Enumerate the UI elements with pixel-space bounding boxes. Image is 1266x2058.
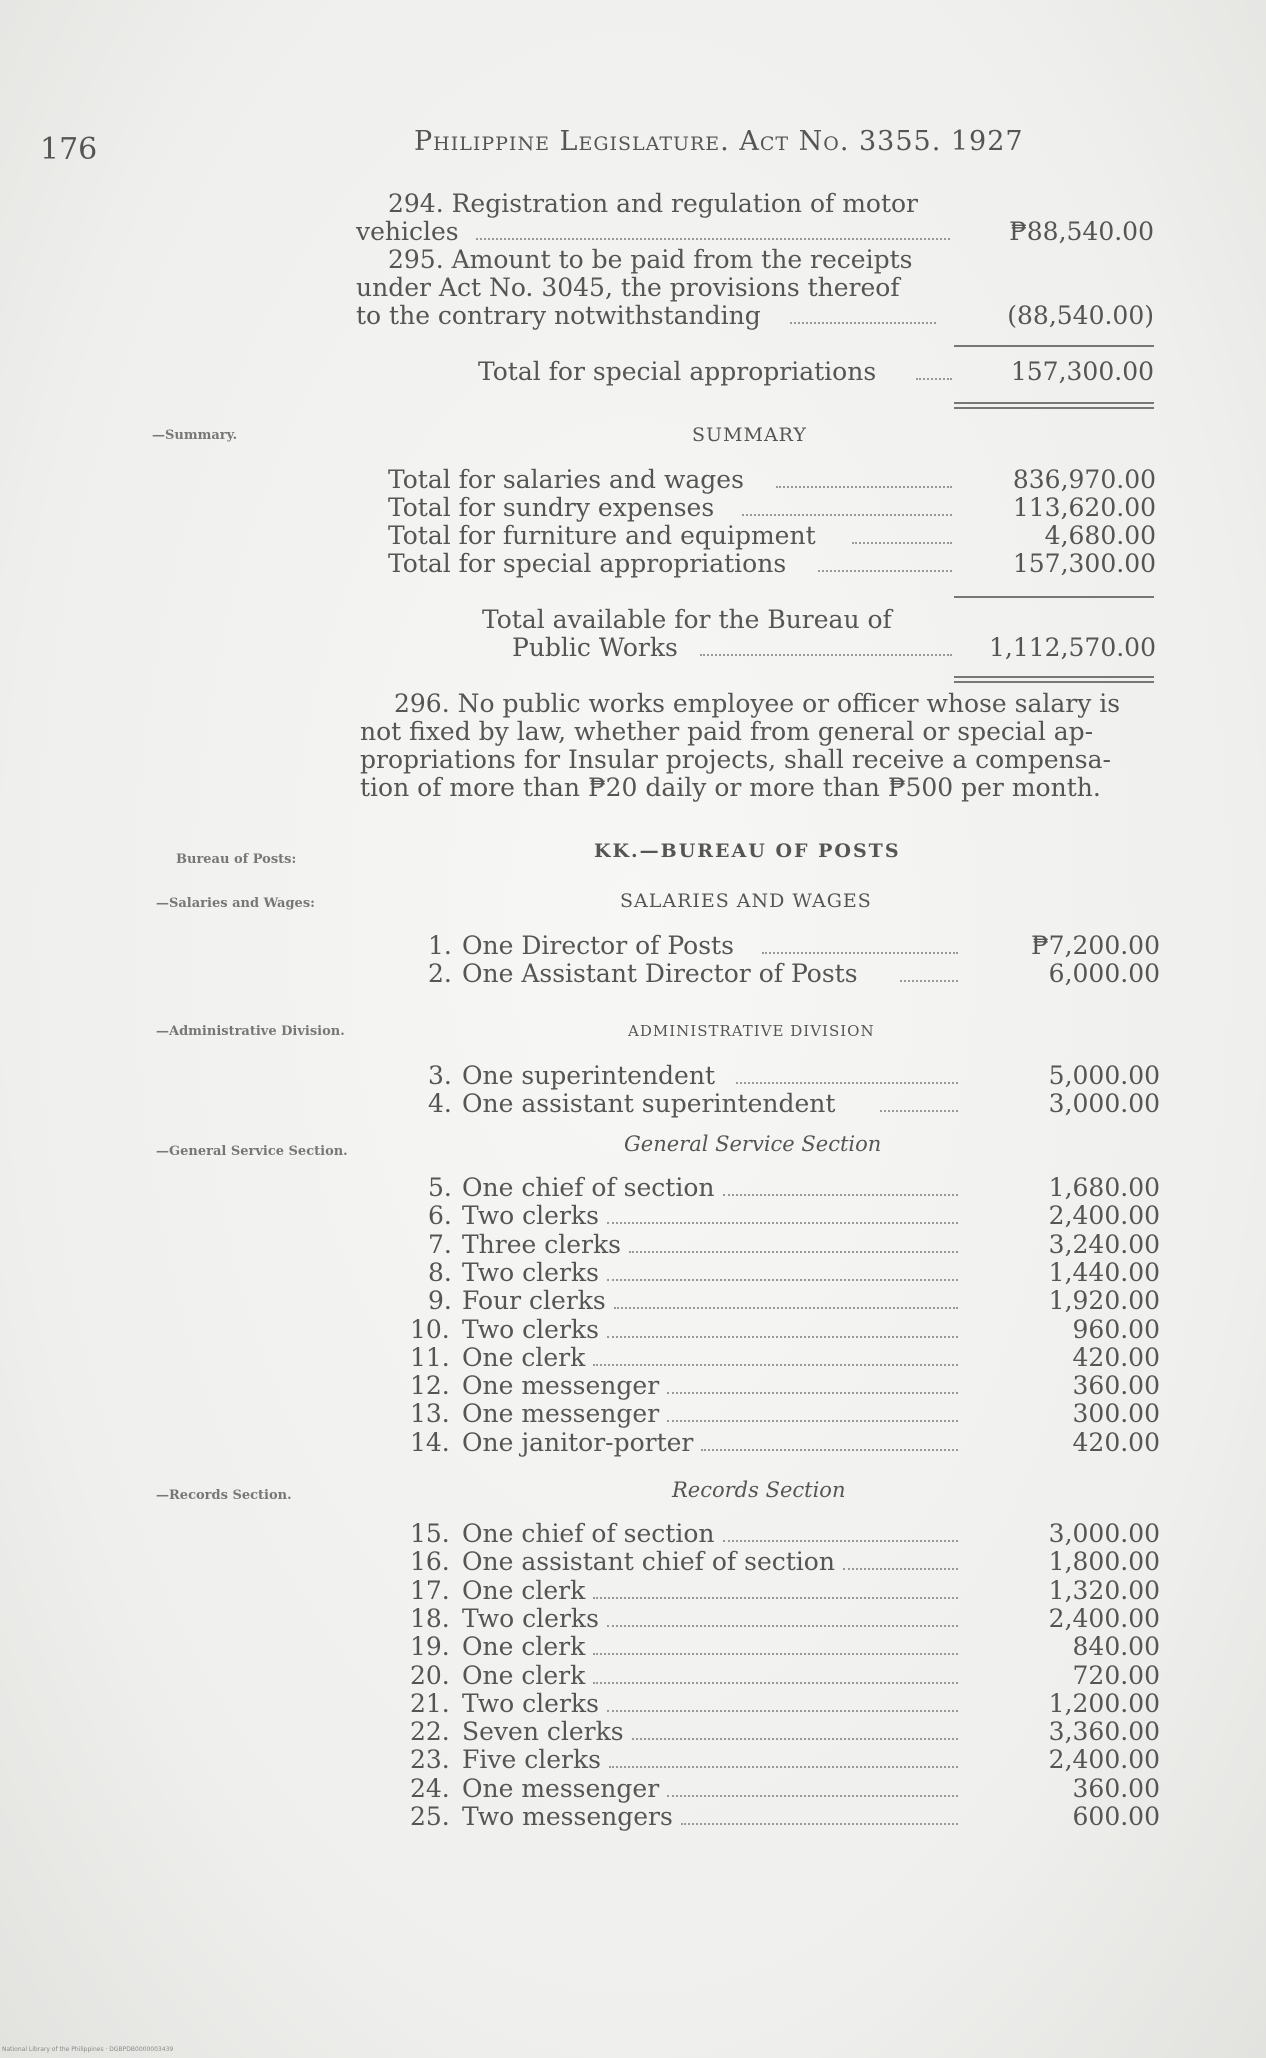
section-296-line4: tion of more than ₱20 daily or more than ₱500 per month. bbox=[360, 773, 1101, 802]
item-num: 15. bbox=[410, 1519, 450, 1548]
leader-dots bbox=[667, 1795, 958, 1797]
item-amount: 1,440.00 bbox=[1048, 1257, 1160, 1287]
leader-dots bbox=[723, 1194, 958, 1196]
item-label: One chief of section bbox=[462, 1519, 715, 1548]
margin-note-general-service: —General Service Section. bbox=[156, 1144, 348, 1159]
item-label: Three clerks bbox=[462, 1229, 621, 1259]
item-num: 23. bbox=[410, 1745, 450, 1775]
bureau-heading: KK.—BUREAU OF POSTS bbox=[594, 840, 901, 862]
item-amount: 420.00 bbox=[1072, 1427, 1160, 1457]
item-295-line2: under Act No. 3045, the provisions thereof bbox=[356, 273, 900, 302]
grand-total-line1: Total available for the Bureau of bbox=[482, 605, 892, 634]
leader-dots bbox=[852, 542, 952, 544]
special-total-amount: 157,300.00 bbox=[1010, 357, 1154, 386]
item-amount: 3,000.00 bbox=[1048, 1519, 1160, 1548]
leader-dots bbox=[629, 1251, 958, 1253]
leader-dots bbox=[476, 238, 950, 240]
item-num: 7. bbox=[428, 1229, 452, 1259]
leader-dots bbox=[723, 1540, 958, 1542]
leader-dots bbox=[607, 1336, 958, 1338]
item-label: Seven clerks bbox=[462, 1717, 624, 1747]
item-amount: 360.00 bbox=[1072, 1773, 1160, 1803]
leader-dots bbox=[632, 1738, 958, 1740]
leader-dots bbox=[880, 1110, 958, 1112]
leader-dots bbox=[667, 1420, 958, 1422]
item-amount: 3,240.00 bbox=[1048, 1229, 1160, 1259]
item-amount: 3,360.00 bbox=[1048, 1717, 1160, 1747]
margin-note-records: —Records Section. bbox=[156, 1488, 292, 1503]
leader-dots bbox=[607, 1279, 958, 1281]
item-num: 2. bbox=[428, 959, 452, 988]
item-amount: 1,920.00 bbox=[1048, 1286, 1160, 1316]
leader-dots bbox=[776, 486, 952, 488]
item-label: One Assistant Director of Posts bbox=[462, 959, 858, 988]
item-label: One assistant superintendent bbox=[462, 1089, 836, 1118]
records-heading: Records Section bbox=[672, 1478, 846, 1502]
item-num: 21. bbox=[410, 1688, 450, 1718]
item-amount: 5,000.00 bbox=[1048, 1061, 1160, 1090]
item-label: One assistant chief of section bbox=[462, 1547, 835, 1577]
item-label: Four clerks bbox=[462, 1286, 606, 1316]
item-amount: 420.00 bbox=[1072, 1342, 1160, 1372]
item-label: Two clerks bbox=[462, 1603, 599, 1633]
double-rule-top bbox=[954, 676, 1154, 678]
summary-row-amount: 113,620.00 bbox=[1012, 493, 1156, 522]
item-num: 19. bbox=[410, 1632, 450, 1662]
leader-dots bbox=[701, 1449, 958, 1451]
salaries-heading: SALARIES AND WAGES bbox=[620, 890, 872, 912]
item-label: One clerk bbox=[462, 1660, 586, 1690]
item-num: 13. bbox=[410, 1399, 450, 1429]
leader-dots bbox=[742, 514, 952, 516]
item-num: 14. bbox=[410, 1427, 450, 1457]
leader-dots bbox=[607, 1710, 958, 1712]
item-amount: 1,800.00 bbox=[1048, 1547, 1160, 1577]
item-amount: 2,400.00 bbox=[1048, 1201, 1160, 1231]
item-label: One chief of section bbox=[462, 1173, 715, 1202]
item-label: Two clerks bbox=[462, 1688, 599, 1718]
item-num: 18. bbox=[410, 1603, 450, 1633]
summary-row-label: Total for salaries and wages bbox=[388, 465, 744, 494]
item-amount: 2,400.00 bbox=[1048, 1745, 1160, 1775]
leader-dots bbox=[681, 1823, 958, 1825]
summary-row-amount: 157,300.00 bbox=[1012, 549, 1156, 578]
item-num: 4. bbox=[428, 1089, 452, 1118]
item-label: One Director of Posts bbox=[462, 931, 734, 960]
item-amount: 960.00 bbox=[1072, 1314, 1160, 1344]
item-amount: 360.00 bbox=[1072, 1371, 1160, 1401]
item-295-line3: to the contrary notwithstanding bbox=[356, 301, 761, 330]
summary-row-label: Total for sundry expenses bbox=[388, 493, 715, 522]
leader-dots bbox=[593, 1597, 958, 1599]
leader-dots bbox=[607, 1222, 958, 1224]
item-num: 1. bbox=[428, 931, 452, 960]
summary-row-amount: 836,970.00 bbox=[1012, 465, 1156, 494]
leader-dots bbox=[916, 378, 952, 380]
item-num: 8. bbox=[428, 1257, 452, 1287]
leader-dots bbox=[736, 1082, 958, 1084]
summary-row-label: Total for furniture and equipment bbox=[388, 521, 816, 550]
page-number: 176 bbox=[40, 132, 98, 167]
item-295-line1: 295. Amount to be paid from the receipts bbox=[388, 245, 913, 274]
special-total-label: Total for special appropriations bbox=[478, 357, 877, 386]
item-label: Two clerks bbox=[462, 1314, 599, 1344]
item-num: 9. bbox=[428, 1286, 452, 1316]
item-label: One clerk bbox=[462, 1342, 586, 1372]
summary-row-amount: 4,680.00 bbox=[1044, 521, 1156, 550]
margin-note-summary: —Summary. bbox=[152, 428, 238, 443]
item-num: 20. bbox=[410, 1660, 450, 1690]
margin-note-salaries: —Salaries and Wages: bbox=[156, 896, 315, 911]
leader-dots bbox=[607, 1625, 958, 1627]
item-num: 22. bbox=[410, 1717, 450, 1747]
item-label: Two clerks bbox=[462, 1257, 599, 1287]
leader-dots bbox=[614, 1307, 958, 1309]
leader-dots bbox=[609, 1766, 958, 1768]
leader-dots bbox=[900, 980, 958, 982]
leader-dots bbox=[593, 1653, 958, 1655]
sum-rule bbox=[954, 596, 1154, 598]
double-rule-bottom bbox=[954, 407, 1154, 409]
item-294-line2: vehicles bbox=[356, 217, 459, 246]
item-amount: 1,320.00 bbox=[1048, 1575, 1160, 1605]
grand-total-line2: Public Works bbox=[512, 633, 678, 662]
leader-dots bbox=[843, 1568, 958, 1570]
grand-total-amount: 1,112,570.00 bbox=[989, 633, 1156, 662]
item-amount: 1,200.00 bbox=[1048, 1688, 1160, 1718]
item-amount: 6,000.00 bbox=[1048, 959, 1160, 988]
item-label: One clerk bbox=[462, 1632, 586, 1662]
section-296-line1: 296. No public works employee or officer whose salary is bbox=[394, 689, 1121, 718]
item-num: 17. bbox=[410, 1575, 450, 1605]
item-num: 25. bbox=[410, 1802, 450, 1831]
item-amount: 2,400.00 bbox=[1048, 1603, 1160, 1633]
item-num: 10. bbox=[410, 1314, 450, 1344]
item-num: 5. bbox=[428, 1173, 452, 1202]
margin-note-bureau-of-posts: Bureau of Posts: bbox=[176, 852, 297, 867]
item-295-amount: (88,540.00) bbox=[1007, 301, 1154, 330]
leader-dots bbox=[593, 1682, 958, 1684]
item-num: 12. bbox=[410, 1371, 450, 1401]
section-296-line3: propriations for Insular projects, shall receive a compensa- bbox=[360, 745, 1111, 774]
item-label: One messenger bbox=[462, 1399, 660, 1429]
running-head: Philippine Legislature. Act No. 3355. 1927 bbox=[414, 126, 1024, 157]
admin-heading: ADMINISTRATIVE DIVISION bbox=[628, 1022, 875, 1040]
double-rule-bottom bbox=[954, 681, 1154, 683]
summary-heading: SUMMARY bbox=[692, 424, 807, 446]
item-amount: 300.00 bbox=[1072, 1399, 1160, 1429]
item-amount: 600.00 bbox=[1072, 1802, 1160, 1831]
item-label: One superintendent bbox=[462, 1061, 716, 1090]
item-label: One janitor-porter bbox=[462, 1427, 694, 1457]
item-label: One clerk bbox=[462, 1575, 586, 1605]
leader-dots bbox=[700, 654, 952, 656]
double-rule-top bbox=[954, 402, 1154, 404]
item-294-amount: ₱88,540.00 bbox=[1009, 217, 1154, 246]
leader-dots bbox=[762, 952, 958, 954]
leader-dots bbox=[790, 322, 936, 324]
leader-dots bbox=[593, 1364, 958, 1366]
footer-note: National Library of the Philippines · DGBPDB0000003439 bbox=[2, 2046, 174, 2053]
general-heading: General Service Section bbox=[624, 1132, 882, 1156]
item-amount: ₱7,200.00 bbox=[1031, 931, 1160, 960]
item-294-line1: 294. Registration and regulation of motor bbox=[388, 189, 919, 218]
item-label: One messenger bbox=[462, 1773, 660, 1803]
item-label: Five clerks bbox=[462, 1745, 601, 1775]
item-num: 11. bbox=[410, 1342, 450, 1372]
item-label: Two clerks bbox=[462, 1201, 599, 1231]
item-amount: 840.00 bbox=[1072, 1632, 1160, 1662]
leader-dots bbox=[667, 1392, 958, 1394]
summary-row-label: Total for special appropriations bbox=[388, 549, 787, 578]
item-amount: 1,680.00 bbox=[1048, 1173, 1160, 1202]
item-label: One messenger bbox=[462, 1371, 660, 1401]
section-296-line2: not fixed by law, whether paid from general or special ap- bbox=[360, 717, 1094, 746]
item-amount: 720.00 bbox=[1072, 1660, 1160, 1690]
sum-rule bbox=[954, 345, 1154, 347]
leader-dots bbox=[818, 570, 952, 572]
item-num: 6. bbox=[428, 1201, 452, 1231]
item-amount: 3,000.00 bbox=[1048, 1089, 1160, 1118]
item-num: 24. bbox=[410, 1773, 450, 1803]
item-num: 16. bbox=[410, 1547, 450, 1577]
item-label: Two messengers bbox=[462, 1802, 673, 1831]
item-num: 3. bbox=[428, 1061, 452, 1090]
margin-note-administrative: —Administrative Division. bbox=[156, 1024, 345, 1039]
